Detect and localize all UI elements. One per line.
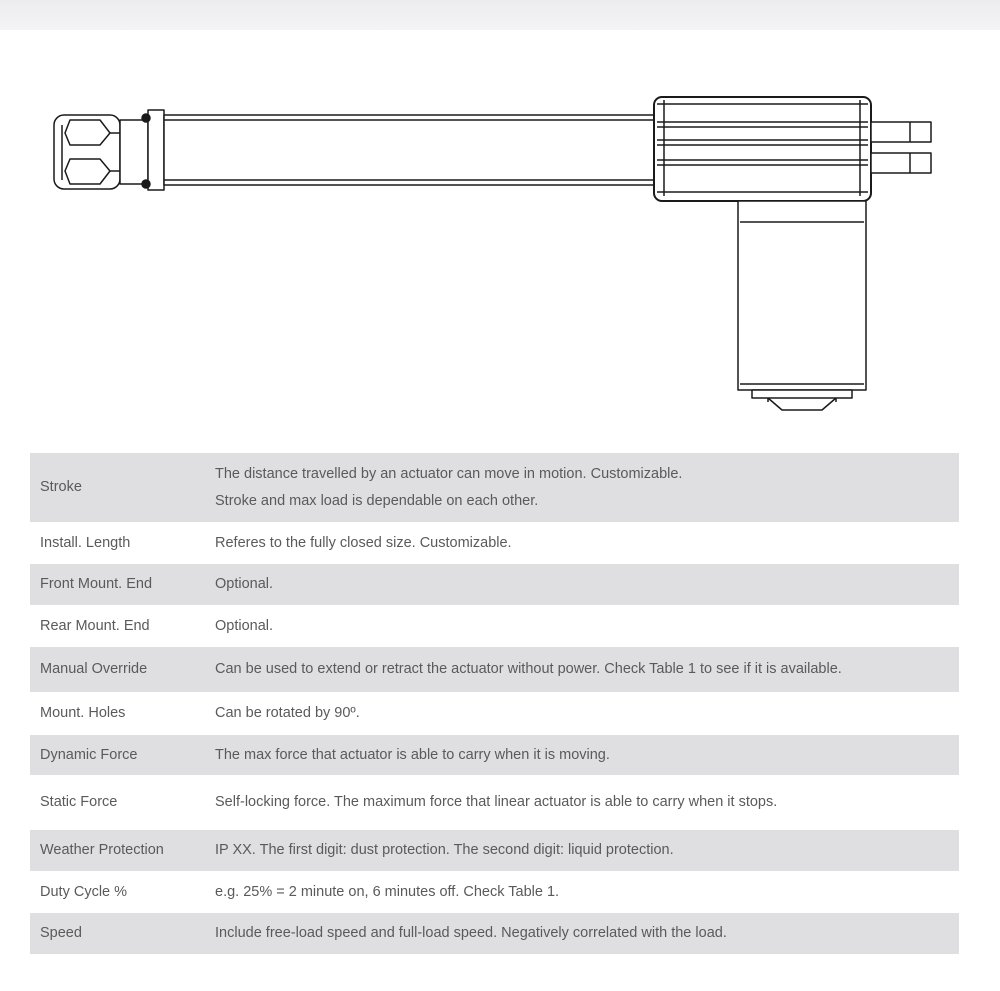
spec-description: [215, 775, 959, 830]
spec-term: Stroke: [30, 453, 215, 522]
spec-row: [30, 830, 959, 871]
spec-term: Manual Override: [30, 647, 215, 692]
spec-term: Dynamic Force: [30, 735, 215, 775]
spec-description: [215, 735, 959, 775]
spec-term: Speed: [30, 913, 215, 954]
spec-term: Static Force: [40, 794, 118, 810]
spec-table: [30, 453, 959, 954]
spec-description: [215, 453, 959, 522]
outer-tube-icon: [164, 115, 656, 185]
spec-row: [30, 871, 959, 913]
spec-description-line: Can be used to extend or retract the actuator without power. Check Table 1 to see if it is available.: [215, 661, 842, 677]
spec-description-line: Can be rotated by 90º.: [215, 705, 360, 721]
gearbox-housing-icon: [654, 97, 871, 201]
spec-description-line: Optional.: [215, 617, 274, 634]
front-collar-icon: [120, 110, 164, 190]
spec-description: [215, 830, 959, 871]
spec-description: [215, 692, 959, 735]
spec-row: [30, 522, 959, 564]
spec-description-line: Optional.: [215, 576, 274, 592]
spec-term: Mount. Holes: [40, 705, 126, 721]
spec-row: [30, 775, 959, 830]
spec-description-line: IP XX. The first digit: dust protection. The second digit: liquid protection.: [215, 842, 674, 858]
spec-description-line: Stroke and max load is dependable on each other.: [215, 492, 539, 509]
spec-row: [30, 692, 959, 735]
spec-description-line: e.g. 25% = 2 minute on, 6 minutes off. Check Table 1.: [215, 883, 560, 900]
spec-description: [215, 605, 959, 647]
spec-description-line: Self-locking force. The maximum force that linear actuator is able to carry when it stops.: [215, 794, 778, 810]
rear-mount-icon: [871, 122, 931, 173]
spec-row: [30, 913, 959, 954]
spec-row: [30, 647, 959, 692]
spec-description: [215, 913, 959, 954]
spec-description: [215, 564, 959, 605]
spec-description: [215, 647, 959, 692]
spec-row: [30, 605, 959, 647]
motor-icon: [738, 201, 866, 410]
spec-term: Weather Protection: [30, 830, 215, 871]
spec-row: [30, 735, 959, 775]
front-rod-end-icon: [54, 115, 120, 189]
spec-description-line: The distance travelled by an actuator can move in motion. Customizable.: [215, 465, 683, 482]
spec-term: Rear Mount. End: [40, 617, 150, 634]
spec-description: [215, 871, 959, 913]
spec-term: Duty Cycle %: [40, 883, 128, 900]
spec-term: Front Mount. End: [30, 564, 215, 605]
spec-description-line: The max force that actuator is able to carry when it is moving.: [215, 746, 610, 763]
spec-description: [215, 522, 959, 564]
spec-row: [30, 453, 959, 522]
spec-description-line: Referes to the fully closed size. Customizable.: [215, 534, 512, 551]
spec-description-line: Include free-load speed and full-load speed. Negatively correlated with the load.: [215, 925, 727, 941]
spec-row: [30, 564, 959, 605]
spec-term: Install. Length: [40, 534, 131, 551]
linear-actuator-drawing-icon: [0, 0, 1000, 440]
spec-table-body: [30, 453, 959, 954]
